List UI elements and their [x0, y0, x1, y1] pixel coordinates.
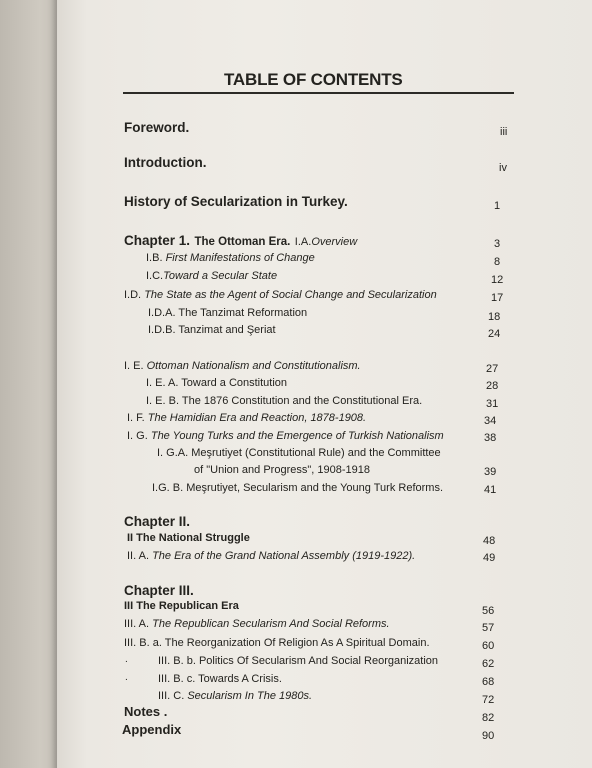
toc-entry-page: 12 — [491, 274, 504, 286]
section-number: III. A. — [124, 618, 150, 630]
toc-entry-label: III. B. b. Politics Of Secularism And Social Reorganization — [158, 655, 439, 667]
toc-entry-page: 41 — [484, 484, 497, 496]
title-underline — [123, 92, 514, 94]
chapter-heading: Chapter II. — [124, 514, 191, 529]
toc-entry-label — [146, 252, 315, 264]
toc-entry-page: 17 — [491, 292, 504, 304]
toc-entry-page: 60 — [482, 640, 495, 652]
toc-entry-label — [127, 550, 415, 562]
section-number: II. A. — [127, 550, 150, 562]
section-number: I.B. — [146, 252, 163, 264]
toc-entry-page: 1 — [494, 200, 501, 212]
toc-entry-page: 57 — [482, 622, 495, 634]
toc-entry-page: 90 — [482, 730, 495, 742]
toc-entry-label — [127, 430, 444, 442]
chapter-number: Chapter 1. — [124, 233, 191, 248]
toc-entry-label: Foreword. — [124, 120, 190, 135]
toc-entry-label: Appendix — [122, 722, 182, 737]
section-title: The Era of the Grand National Assembly (1919-1922). — [152, 550, 416, 562]
toc-entry-label: Introduction. — [124, 155, 207, 170]
toc-entry-page: 38 — [484, 432, 497, 444]
stray-mark: . — [125, 654, 128, 665]
book-page — [57, 0, 592, 768]
section-number: III. C. — [158, 690, 185, 702]
toc-entry-page: 39 — [484, 466, 497, 478]
toc-entry-page: 34 — [484, 415, 497, 427]
toc-entry-page: 8 — [494, 256, 501, 268]
toc-entry-label-continued: of "Union and Progress", 1908-1918 — [194, 464, 370, 476]
toc-entry-page: 68 — [482, 676, 495, 688]
toc-entry-label: III. B. c. Towards A Crisis. — [158, 673, 282, 685]
toc-entry-label: III The Republican Era — [124, 600, 239, 612]
toc-entry-label: I.D.B. Tanzimat and Şeriat — [148, 324, 276, 336]
toc-entry-label: II The National Struggle — [127, 532, 250, 544]
toc-entry-page: 31 — [486, 398, 499, 410]
toc-entry-page: 62 — [482, 658, 495, 670]
toc-entry-page: 24 — [488, 328, 501, 340]
toc-entry-label: I. G.A. Meşrutiyet (Constitutional Rule) and the Committee — [157, 447, 441, 459]
toc-entry-label — [124, 618, 390, 630]
section-number: I. E. — [124, 360, 144, 372]
section-title: The Hamidian Era and Reaction, 1878-1908. — [147, 412, 367, 424]
toc-entry-label — [124, 289, 437, 301]
section-title: Secularism In The 1980s. — [187, 690, 313, 702]
toc-entry-label — [124, 232, 357, 250]
toc-title: TABLE OF CONTENTS — [224, 70, 403, 89]
section-title: The State as the Agent of Social Change and Secularization — [144, 289, 437, 301]
toc-entry-page: 27 — [486, 363, 499, 375]
section-title: The Republican Secularism And Social Reforms. — [152, 618, 390, 630]
toc-entry-label: History of Secularization in Turkey. — [124, 194, 348, 209]
stray-mark: . — [125, 672, 128, 683]
toc-entry-page: 49 — [483, 552, 496, 564]
section-title: Toward a Secular State — [163, 270, 278, 282]
section-number: I. G. — [127, 430, 148, 442]
toc-entry-label — [146, 270, 277, 282]
section-number: I.C. — [146, 270, 164, 282]
toc-entry-page: 3 — [494, 238, 501, 250]
toc-entry-label: III. B. a. The Reorganization Of Religion As A Spiritual Domain. — [124, 637, 430, 649]
toc-entry-label: I.D.A. The Tanzimat Reformation — [148, 307, 308, 319]
chapter-heading: Chapter III. — [124, 583, 194, 598]
section-title: First Manifestations of Change — [165, 252, 315, 264]
section-number: I.A. — [294, 236, 312, 248]
section-number: I.D. — [124, 289, 142, 301]
toc-entry-label — [158, 690, 312, 702]
section-title: Ottoman Nationalism and Constitutionalism. — [146, 360, 361, 372]
section-number: I. F. — [127, 412, 145, 424]
section-title: The Young Turks and the Emergence of Turkish Nationalism — [150, 430, 444, 442]
toc-entry-label — [124, 360, 361, 372]
toc-entry-page: 82 — [482, 712, 495, 724]
toc-entry-page: 48 — [483, 535, 496, 547]
toc-entry-label: Notes . — [124, 704, 168, 719]
section-title: Overview — [311, 236, 358, 248]
toc-entry-page: 28 — [486, 380, 499, 392]
toc-entry-page: iv — [499, 162, 507, 174]
chapter-title: The Ottoman Era. — [194, 236, 291, 248]
toc-entry-label: I.G. B. Meşrutiyet, Secularism and the Young Turk Reforms. — [152, 482, 444, 494]
toc-entry-page: 18 — [488, 311, 501, 323]
toc-entry-label: I. E. A. Toward a Constitution — [146, 377, 288, 389]
toc-entry-label: I. E. B. The 1876 Constitution and the Constitutional Era. — [146, 395, 423, 407]
toc-entry-page: iii — [500, 126, 508, 138]
toc-entry-page: 56 — [482, 605, 495, 617]
toc-entry-label — [127, 412, 366, 424]
toc-entry-page: 72 — [482, 694, 495, 706]
